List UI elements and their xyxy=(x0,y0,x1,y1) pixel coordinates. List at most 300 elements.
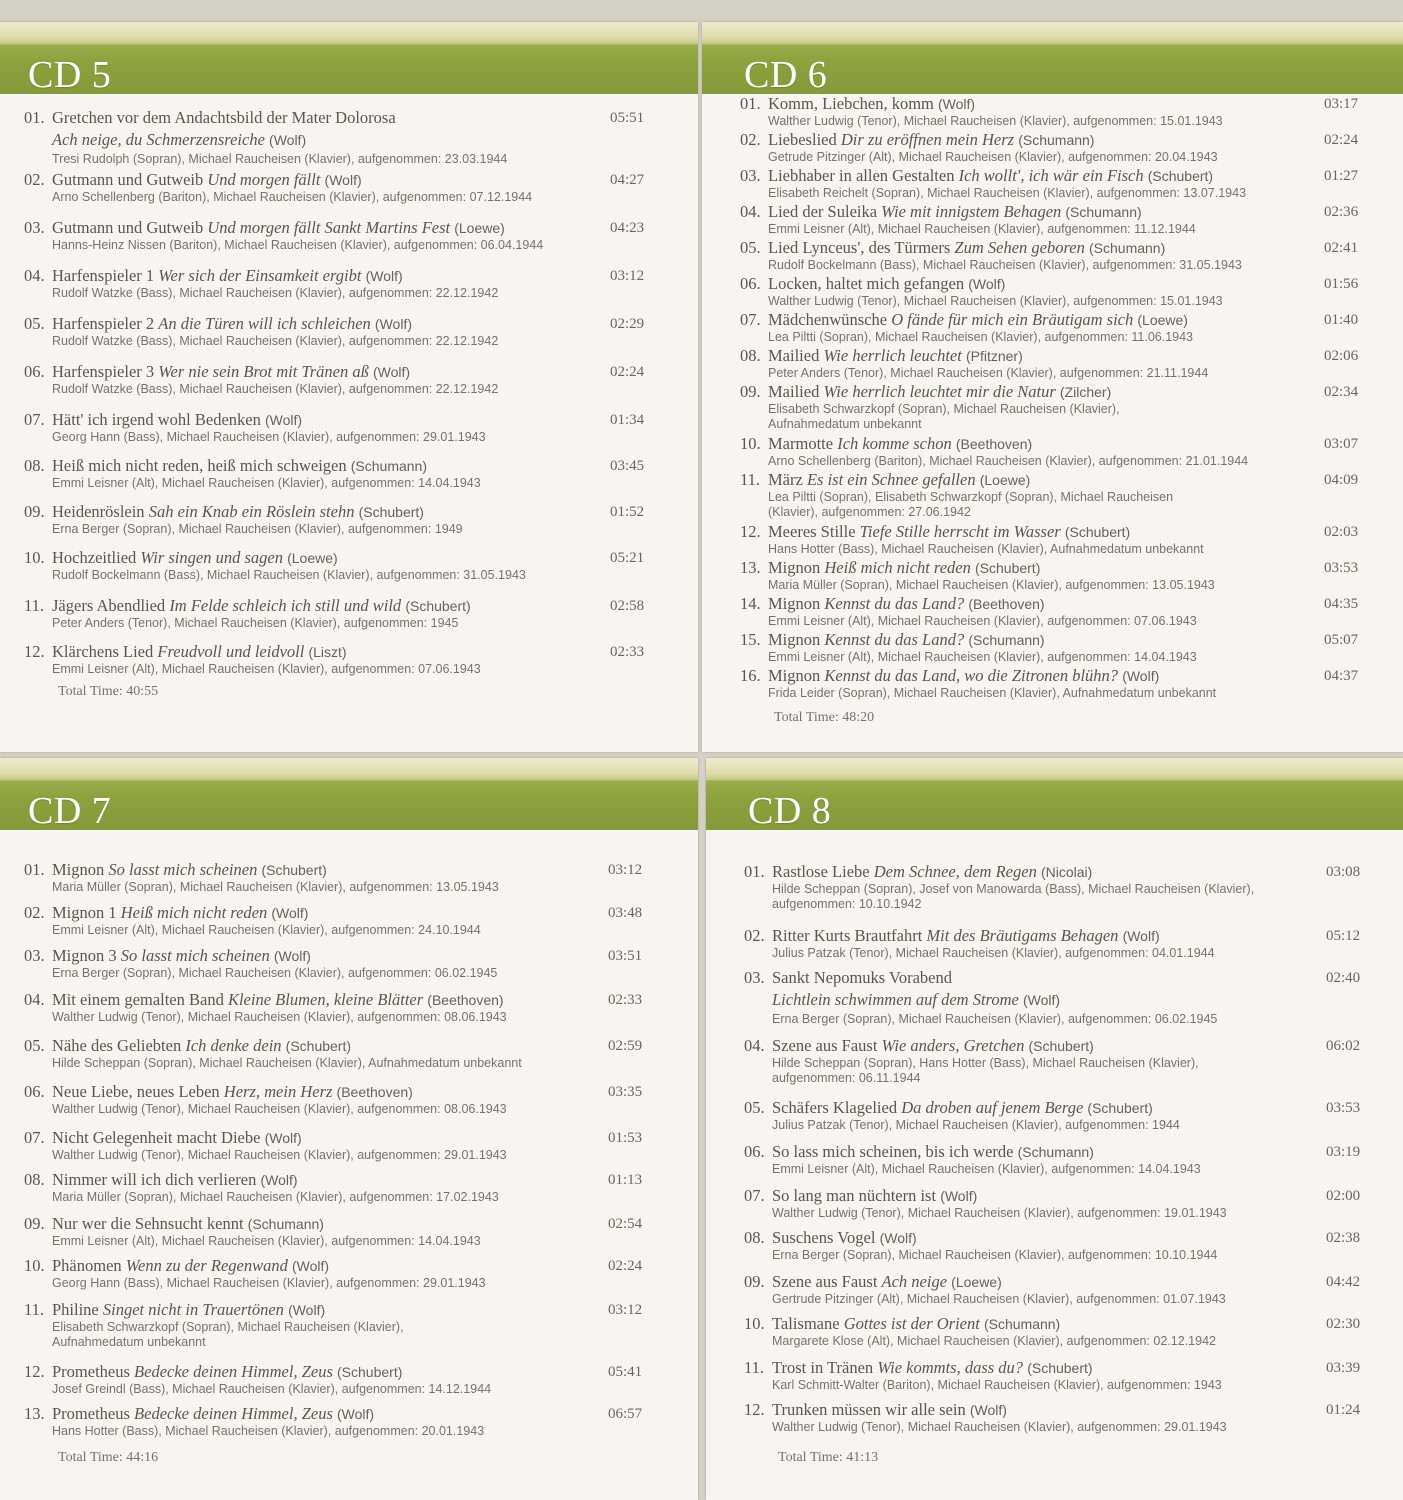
song-title: Marmotte xyxy=(768,434,834,453)
song-title: Klärchens Lied xyxy=(52,642,154,661)
track-duration: 03:12 xyxy=(608,1302,643,1318)
track-title xyxy=(52,860,327,880)
track-number: 10. xyxy=(744,1314,765,1333)
composer: (Wolf) xyxy=(324,172,362,188)
composer: (Wolf) xyxy=(968,276,1006,292)
performer-credits: Walther Ludwig (Tenor), Michael Raucheisen (Klavier), aufgenommen: 29.01.1943 xyxy=(52,1148,507,1162)
track-number: 02. xyxy=(24,903,45,922)
track-number: 12. xyxy=(744,1400,765,1419)
track-duration: 02:33 xyxy=(610,644,645,660)
composer: (Wolf) xyxy=(265,412,303,428)
song-title: Suschens Vogel xyxy=(772,1228,876,1247)
total-time xyxy=(58,1450,158,1466)
song-title: Jägers Abendlied xyxy=(52,596,166,615)
song-title: Mignon 1 xyxy=(52,903,117,922)
track-number: 02. xyxy=(744,926,765,945)
total-time-label: Total Time: xyxy=(58,684,123,699)
performer-credits: Julius Patzak (Tenor), Michael Raucheisen (Klavier), aufgenommen: 04.01.1944 xyxy=(772,946,1215,960)
track-number: 11. xyxy=(24,596,45,615)
performer-credits: Hilde Scheppan (Sopran), Hans Hotter (Bass), Michael Raucheisen (Klavier), xyxy=(772,1056,1199,1070)
track-duration: 02:58 xyxy=(610,598,645,614)
performer-credits: Lea Piltti (Sopran), Elisabeth Schwarzkopf (Sopran), Michael Raucheisen xyxy=(768,490,1174,504)
composer: (Schubert) xyxy=(1087,1100,1153,1116)
track-duration: 04:23 xyxy=(610,220,645,236)
composer: (Loewe) xyxy=(979,472,1031,488)
composer: (Beethoven) xyxy=(336,1084,413,1100)
song-title: Schäfers Klagelied xyxy=(772,1098,898,1117)
song-title: Talismane xyxy=(772,1314,840,1333)
composer: (Schumann) xyxy=(968,632,1045,648)
song-title: Mit einem gemalten Band xyxy=(52,990,224,1009)
track-list xyxy=(702,94,1403,752)
composer: (Wolf) xyxy=(969,1402,1007,1418)
track-number: 11. xyxy=(744,1358,765,1377)
composer: (Schumann) xyxy=(1089,240,1166,256)
performer-credits: Georg Hann (Bass), Michael Raucheisen (Klavier), aufgenommen: 29.01.1943 xyxy=(52,1276,486,1290)
track-title xyxy=(772,1228,917,1248)
track-title xyxy=(768,522,1130,542)
track-number: 03. xyxy=(740,166,761,185)
track-duration: 01:52 xyxy=(610,504,645,520)
header-band xyxy=(702,22,1403,94)
total-time-label: Total Time: xyxy=(774,710,839,725)
performer-credits: aufgenommen: 06.11.1944 xyxy=(772,1071,921,1085)
track-list xyxy=(0,836,698,1500)
track-duration: 02:24 xyxy=(610,364,645,380)
track-number: 06. xyxy=(24,362,45,381)
track-list xyxy=(706,836,1403,1500)
track-title xyxy=(772,1358,1093,1378)
total-time-value: 48:20 xyxy=(842,710,875,725)
header-band xyxy=(0,22,698,94)
song-title: Szene aus Faust xyxy=(772,1036,878,1055)
track-number: 07. xyxy=(744,1186,765,1205)
track-number: 01. xyxy=(740,94,761,113)
performer-credits: Josef Greindl (Bass), Michael Raucheisen (Klavier), aufgenommen: 14.12.1944 xyxy=(52,1382,492,1396)
composer: (Schubert) xyxy=(261,862,327,878)
track-number: 09. xyxy=(740,382,761,401)
song-title: Komm, Liebchen, komm xyxy=(768,94,934,113)
track-duration: 03:53 xyxy=(1326,1100,1361,1116)
track-duration: 03:35 xyxy=(608,1084,643,1100)
song-incipit: Und morgen fällt Sankt Martins Fest xyxy=(207,218,451,237)
song-title: Lied der Suleika xyxy=(768,202,878,221)
song-title: Heiß mich nicht reden, heiß mich schweigen xyxy=(52,456,347,475)
track-duration: 04:09 xyxy=(1324,472,1359,488)
composer: (Loewe) xyxy=(1137,312,1188,328)
total-time xyxy=(58,684,158,700)
song-title: Harfenspieler 3 xyxy=(52,362,155,381)
song-incipit: So lasst mich scheinen xyxy=(108,860,258,879)
song-title: März xyxy=(768,470,803,489)
song-title: Mailied xyxy=(768,346,820,365)
track-duration: 04:35 xyxy=(1324,596,1359,612)
track-title xyxy=(772,862,1092,882)
track-title xyxy=(768,166,1213,186)
track-duration: 02:34 xyxy=(1324,384,1359,400)
song-title: Mignon xyxy=(768,594,821,613)
track-duration: 03:48 xyxy=(608,905,643,921)
composer: (Wolf) xyxy=(1122,928,1160,944)
performer-credits: Walther Ludwig (Tenor), Michael Raucheisen (Klavier), aufgenommen: 19.01.1943 xyxy=(772,1206,1227,1220)
song-incipit: Wie mit innigstem Behagen xyxy=(881,202,1062,221)
track-number: 05. xyxy=(740,238,761,257)
track-title xyxy=(768,130,1094,150)
track-number: 10. xyxy=(24,1256,45,1275)
composer: (Schubert) xyxy=(1027,1360,1093,1376)
song-title: Liebhaber in allen Gestalten xyxy=(768,166,955,185)
song-incipit: Es ist ein Schnee gefallen xyxy=(806,470,976,489)
composer: (Wolf) xyxy=(1022,992,1061,1008)
performer-credits: Hanns-Heinz Nissen (Bariton), Michael Raucheisen (Klavier), aufgenommen: 06.04.1944 xyxy=(52,238,544,252)
song-incipit: Tiefe Stille herrscht im Wasser xyxy=(859,522,1061,541)
track-number: 08. xyxy=(744,1228,765,1247)
song-title: Philine xyxy=(52,1300,99,1319)
track-duration: 05:12 xyxy=(1326,928,1361,944)
composer: (Schubert) xyxy=(1147,168,1214,184)
track-duration: 05:21 xyxy=(610,550,645,566)
track-title xyxy=(772,1036,1094,1056)
performer-credits: Emmi Leisner (Alt), Michael Raucheisen (Klavier), aufgenommen: 07.06.1943 xyxy=(52,662,481,676)
track-title xyxy=(772,968,952,988)
performer-credits: Hans Hotter (Bass), Michael Raucheisen (Klavier), aufgenommen: 20.01.1943 xyxy=(52,1424,485,1438)
song-title: Phänomen xyxy=(52,1256,122,1275)
track-title xyxy=(768,666,1159,686)
track-title xyxy=(772,1400,1007,1420)
composer: (Wolf) xyxy=(269,132,307,148)
composer: (Schubert) xyxy=(405,598,471,614)
song-title: Prometheus xyxy=(52,1362,130,1381)
performer-credits: Emmi Leisner (Alt), Michael Raucheisen (Klavier), aufgenommen: 07.06.1943 xyxy=(768,614,1197,628)
performer-credits: Walther Ludwig (Tenor), Michael Raucheisen (Klavier), aufgenommen: 08.06.1943 xyxy=(52,1102,507,1116)
composer: (Wolf) xyxy=(938,96,976,112)
track-title xyxy=(52,1362,402,1382)
track-title xyxy=(52,362,410,382)
song-incipit: Ich komme schon xyxy=(837,434,952,453)
track-duration: 01:56 xyxy=(1324,276,1359,292)
song-title: Trost in Tränen xyxy=(772,1358,874,1377)
track-title xyxy=(52,1082,413,1102)
song-incipit: Heiß mich nicht reden xyxy=(120,903,268,922)
track-title xyxy=(768,594,1045,614)
song-title: Mignon xyxy=(768,558,821,577)
track-number: 08. xyxy=(24,456,45,475)
performer-credits: Arno Schellenberg (Bariton), Michael Raucheisen (Klavier), aufgenommen: 21.01.1944 xyxy=(768,454,1249,468)
track-number: 11. xyxy=(24,1300,45,1319)
track-duration: 02:30 xyxy=(1326,1316,1361,1332)
performer-credits: Arno Schellenberg (Bariton), Michael Raucheisen (Klavier), aufgenommen: 07.12.1944 xyxy=(52,190,533,204)
song-title: Locken, haltet mich gefangen xyxy=(768,274,965,293)
song-incipit: Im Felde schleich ich still und wild xyxy=(169,596,402,615)
song-incipit: Wie anders, Gretchen xyxy=(881,1036,1025,1055)
composer: (Beethoven) xyxy=(427,992,504,1008)
song-incipit: Heiß mich nicht reden xyxy=(824,558,971,577)
track-title xyxy=(772,1186,977,1206)
composer: (Wolf) xyxy=(271,905,309,921)
song-incipit: Ach neige, du Schmerzensreiche xyxy=(52,130,265,149)
header-band xyxy=(0,758,698,830)
track-duration: 05:41 xyxy=(608,1364,643,1380)
composer: (Schubert) xyxy=(358,504,424,520)
track-title xyxy=(52,1128,302,1148)
cd-panel-6 xyxy=(702,22,1403,752)
song-incipit: Kennst du das Land, wo die Zitronen blühn? xyxy=(824,666,1119,685)
composer: (Schumann) xyxy=(1017,1144,1094,1160)
track-duration: 05:07 xyxy=(1324,632,1359,648)
track-title xyxy=(52,1404,374,1424)
track-title xyxy=(52,548,338,568)
track-duration: 02:24 xyxy=(1324,132,1359,148)
track-number: 04. xyxy=(744,1036,765,1055)
composer: (Wolf) xyxy=(374,316,412,332)
performer-credits: Emmi Leisner (Alt), Michael Raucheisen (Klavier), aufgenommen: 24.10.1944 xyxy=(52,923,481,937)
composer: (Schumann) xyxy=(350,458,428,474)
song-incipit-line xyxy=(772,990,1060,1010)
track-title xyxy=(772,1272,1002,1292)
song-title: Harfenspieler 1 xyxy=(52,266,155,285)
song-title: Prometheus xyxy=(52,1404,130,1423)
track-number: 13. xyxy=(740,558,761,577)
song-incipit: Wir singen und sagen xyxy=(140,548,283,567)
song-incipit: Ich denke dein xyxy=(185,1036,282,1055)
track-number: 06. xyxy=(744,1142,765,1161)
song-title: Trunken müssen wir alle sein xyxy=(772,1400,966,1419)
track-duration: 03:12 xyxy=(608,862,643,878)
song-incipit: Gottes ist der Orient xyxy=(843,1314,980,1333)
cd-title: CD 7 xyxy=(28,790,112,832)
song-incipit: Lichtlein schwimmen auf dem Strome xyxy=(772,990,1019,1009)
song-title: Nur wer die Sehnsucht kennt xyxy=(52,1214,244,1233)
track-title xyxy=(768,434,1032,454)
track-title xyxy=(52,1214,324,1234)
track-number: 07. xyxy=(740,310,761,329)
song-title: Mignon xyxy=(768,630,821,649)
performer-credits: (Klavier), aufgenommen: 27.06.1942 xyxy=(768,505,971,519)
song-incipit: Freudvoll und leidvoll xyxy=(157,642,305,661)
track-list xyxy=(0,100,698,752)
track-number: 05. xyxy=(24,1036,45,1055)
song-title: Nimmer will ich dich verlieren xyxy=(52,1170,257,1189)
track-title xyxy=(768,238,1165,258)
performer-credits: Elisabeth Schwarzkopf (Sopran), Michael Raucheisen (Klavier), xyxy=(768,402,1120,416)
composer: (Wolf) xyxy=(292,1258,330,1274)
performer-credits: Maria Müller (Sopran), Michael Raucheisen (Klavier), aufgenommen: 17.02.1943 xyxy=(52,1190,499,1204)
song-title: Gretchen vor dem Andachtsbild der Mater Dolorosa xyxy=(52,108,396,127)
track-number: 09. xyxy=(744,1272,765,1291)
composer: (Beethoven) xyxy=(968,596,1045,612)
composer: (Wolf) xyxy=(879,1230,917,1246)
song-incipit: Kennst du das Land? xyxy=(824,594,965,613)
performer-credits: Lea Piltti (Sopran), Michael Raucheisen (Klavier), aufgenommen: 11.06.1943 xyxy=(768,330,1193,344)
performer-credits: Gertrude Pitzinger (Alt), Michael Raucheisen (Klavier), aufgenommen: 01.07.1943 xyxy=(772,1292,1226,1306)
track-title xyxy=(772,1314,1060,1334)
track-duration: 02:00 xyxy=(1326,1188,1361,1204)
performer-credits: Getrude Pitzinger (Alt), Michael Raucheisen (Klavier), aufgenommen: 20.04.1943 xyxy=(768,150,1218,164)
track-number: 05. xyxy=(24,314,45,333)
track-title xyxy=(52,903,308,923)
track-duration: 05:51 xyxy=(610,110,645,126)
performer-credits: Erna Berger (Sopran), Michael Raucheisen (Klavier), aufgenommen: 1949 xyxy=(52,522,463,536)
song-title: Gutmann und Gutweib xyxy=(52,170,204,189)
track-title xyxy=(768,470,1030,490)
performer-credits: Walther Ludwig (Tenor), Michael Raucheisen (Klavier), aufgenommen: 15.01.1943 xyxy=(768,114,1223,128)
composer: (Wolf) xyxy=(264,1130,302,1146)
performer-credits: Elisabeth Schwarzkopf (Sopran), Michael Raucheisen (Klavier), xyxy=(52,1320,404,1334)
performer-credits: Erna Berger (Sopran), Michael Raucheisen (Klavier), aufgenommen: 10.10.1944 xyxy=(772,1248,1218,1262)
track-number: 13. xyxy=(24,1404,45,1423)
track-title xyxy=(52,1300,325,1320)
composer: (Pfitzner) xyxy=(965,348,1023,364)
track-title xyxy=(768,94,975,114)
song-title: Mädchenwünsche xyxy=(768,310,888,329)
track-number: 06. xyxy=(740,274,761,293)
track-number: 03. xyxy=(24,218,45,237)
track-duration: 04:27 xyxy=(610,172,645,188)
track-duration: 01:27 xyxy=(1324,168,1359,184)
composer: (Wolf) xyxy=(365,268,403,284)
song-incipit: Und morgen fällt xyxy=(207,170,321,189)
song-incipit: Ach neige xyxy=(881,1272,948,1291)
composer: (Schumann) xyxy=(1065,204,1142,220)
song-incipit: Sah ein Knab ein Röslein stehn xyxy=(148,502,355,521)
song-title: Lied Lynceus', des Türmers xyxy=(768,238,951,257)
cd-panel-8 xyxy=(706,758,1403,1500)
track-duration: 02:29 xyxy=(610,316,645,332)
track-number: 16. xyxy=(740,666,761,685)
performer-credits: Rudolf Bockelmann (Bass), Michael Raucheisen (Klavier), aufgenommen: 31.05.1943 xyxy=(52,568,526,582)
song-title: Rastlose Liebe xyxy=(772,862,870,881)
song-incipit: Singet nicht in Trauertönen xyxy=(102,1300,284,1319)
composer: (Wolf) xyxy=(260,1172,298,1188)
track-title xyxy=(772,926,1160,946)
composer: (Wolf) xyxy=(273,948,311,964)
header-band xyxy=(706,758,1403,830)
composer: (Wolf) xyxy=(940,1188,978,1204)
performer-credits: aufgenommen: 10.10.1942 xyxy=(772,897,922,911)
track-duration: 02:41 xyxy=(1324,240,1359,256)
track-title xyxy=(52,108,396,128)
song-title: Meeres Stille xyxy=(768,522,856,541)
track-number: 10. xyxy=(740,434,761,453)
total-time xyxy=(778,1450,878,1466)
track-number: 01. xyxy=(24,860,45,879)
track-number: 09. xyxy=(24,502,45,521)
track-duration: 03:07 xyxy=(1324,436,1359,452)
composer: (Wolf) xyxy=(1122,668,1160,684)
performer-credits: Aufnahmedatum unbekannt xyxy=(52,1335,206,1349)
track-title xyxy=(768,274,1005,294)
composer: (Schubert) xyxy=(1064,524,1131,540)
track-duration: 02:38 xyxy=(1326,1230,1361,1246)
track-duration: 06:02 xyxy=(1326,1038,1361,1054)
composer: (Liszt) xyxy=(308,644,347,660)
track-duration: 03:39 xyxy=(1326,1360,1361,1376)
track-duration: 03:12 xyxy=(610,268,645,284)
performer-credits: Emmi Leisner (Alt), Michael Raucheisen (Klavier), aufgenommen: 14.04.1943 xyxy=(768,650,1197,664)
performer-credits: Erna Berger (Sopran), Michael Raucheisen (Klavier), aufgenommen: 06.02.1945 xyxy=(52,966,498,980)
song-incipit: Dir zu eröffnen mein Herz xyxy=(840,130,1015,149)
song-incipit: Kennst du das Land? xyxy=(824,630,965,649)
track-duration: 03:51 xyxy=(608,948,643,964)
track-title xyxy=(52,1170,298,1190)
song-title: Mignon 3 xyxy=(52,946,117,965)
track-number: 07. xyxy=(24,1128,45,1147)
composer: (Zilcher) xyxy=(1059,384,1112,400)
cd-panel-7 xyxy=(0,758,698,1500)
composer: (Schubert) xyxy=(337,1364,403,1380)
song-incipit: An die Türen will ich schleichen xyxy=(158,314,371,333)
song-incipit: Wie herrlich leuchtet mir die Natur xyxy=(823,382,1056,401)
track-number: 12. xyxy=(24,642,45,661)
composer: (Schubert) xyxy=(1028,1038,1094,1054)
song-title: So lass mich scheinen, bis ich werde xyxy=(772,1142,1014,1161)
song-title: Heidenröslein xyxy=(52,502,145,521)
song-incipit-line xyxy=(52,130,306,150)
track-number: 11. xyxy=(740,470,761,489)
performer-credits: Emmi Leisner (Alt), Michael Raucheisen (Klavier), aufgenommen: 14.04.1943 xyxy=(52,476,481,490)
track-title xyxy=(768,346,1023,366)
performer-credits: Rudolf Watzke (Bass), Michael Raucheisen (Klavier), aufgenommen: 22.12.1942 xyxy=(52,382,499,396)
song-incipit: Wie herrlich leuchtet xyxy=(823,346,962,365)
track-duration: 02:40 xyxy=(1326,970,1361,986)
track-duration: 02:36 xyxy=(1324,204,1359,220)
track-number: 06. xyxy=(24,1082,45,1101)
track-duration: 02:03 xyxy=(1324,524,1359,540)
cd-panel-5 xyxy=(0,22,698,752)
song-title: Neue Liebe, neues Leben xyxy=(52,1082,220,1101)
song-incipit: Wer nie sein Brot mit Tränen aß xyxy=(158,362,369,381)
song-incipit: Herz, mein Herz xyxy=(223,1082,333,1101)
song-title: So lang man nüchtern ist xyxy=(772,1186,937,1205)
track-number: 05. xyxy=(744,1098,765,1117)
performer-credits: Karl Schmitt-Walter (Bariton), Michael Raucheisen (Klavier), aufgenommen: 1943 xyxy=(772,1378,1222,1392)
song-incipit: Mit des Bräutigams Behagen xyxy=(926,926,1119,945)
track-duration: 03:19 xyxy=(1326,1144,1361,1160)
performer-credits: Maria Müller (Sopran), Michael Raucheisen (Klavier), aufgenommen: 13.05.1943 xyxy=(768,578,1215,592)
track-number: 14. xyxy=(740,594,761,613)
performer-credits: Frida Leider (Sopran), Michael Raucheisen (Klavier), Aufnahmedatum unbekannt xyxy=(768,686,1217,700)
cd-title: CD 8 xyxy=(748,790,832,832)
track-number: 12. xyxy=(740,522,761,541)
composer: (Wolf) xyxy=(372,364,411,380)
track-title xyxy=(768,558,1040,578)
total-time-label: Total Time: xyxy=(58,1450,123,1465)
composer: (Wolf) xyxy=(288,1302,326,1318)
performer-credits: Peter Anders (Tenor), Michael Raucheisen (Klavier), aufgenommen: 1945 xyxy=(52,616,459,630)
track-number: 03. xyxy=(744,968,765,987)
track-title xyxy=(52,266,403,286)
song-incipit: Kleine Blumen, kleine Blätter xyxy=(227,990,424,1009)
song-incipit: So lasst mich scheinen xyxy=(120,946,270,965)
performer-credits: Hans Hotter (Bass), Michael Raucheisen (Klavier), Aufnahmedatum unbekannt xyxy=(768,542,1204,556)
song-incipit: Dem Schnee, dem Regen xyxy=(873,862,1037,881)
track-duration: 01:53 xyxy=(608,1130,643,1146)
track-title xyxy=(52,456,427,476)
composer: (Schubert) xyxy=(975,560,1041,576)
song-incipit: Wenn zu der Regenwand xyxy=(125,1256,288,1275)
track-number: 01. xyxy=(24,108,45,127)
track-number: 01. xyxy=(744,862,765,881)
performer-credits: Hilde Scheppan (Sopran), Michael Raucheisen (Klavier), Aufnahmedatum unbekannt xyxy=(52,1056,522,1070)
track-title xyxy=(52,596,471,616)
track-duration: 02:54 xyxy=(608,1216,643,1232)
total-time-value: 41:13 xyxy=(846,1450,879,1465)
track-number: 08. xyxy=(24,1170,45,1189)
total-time-label: Total Time: xyxy=(778,1450,843,1465)
composer: (Loewe) xyxy=(951,1274,1002,1290)
track-title xyxy=(52,410,302,430)
performer-credits: Rudolf Bockelmann (Bass), Michael Raucheisen (Klavier), aufgenommen: 31.05.1943 xyxy=(768,258,1242,272)
